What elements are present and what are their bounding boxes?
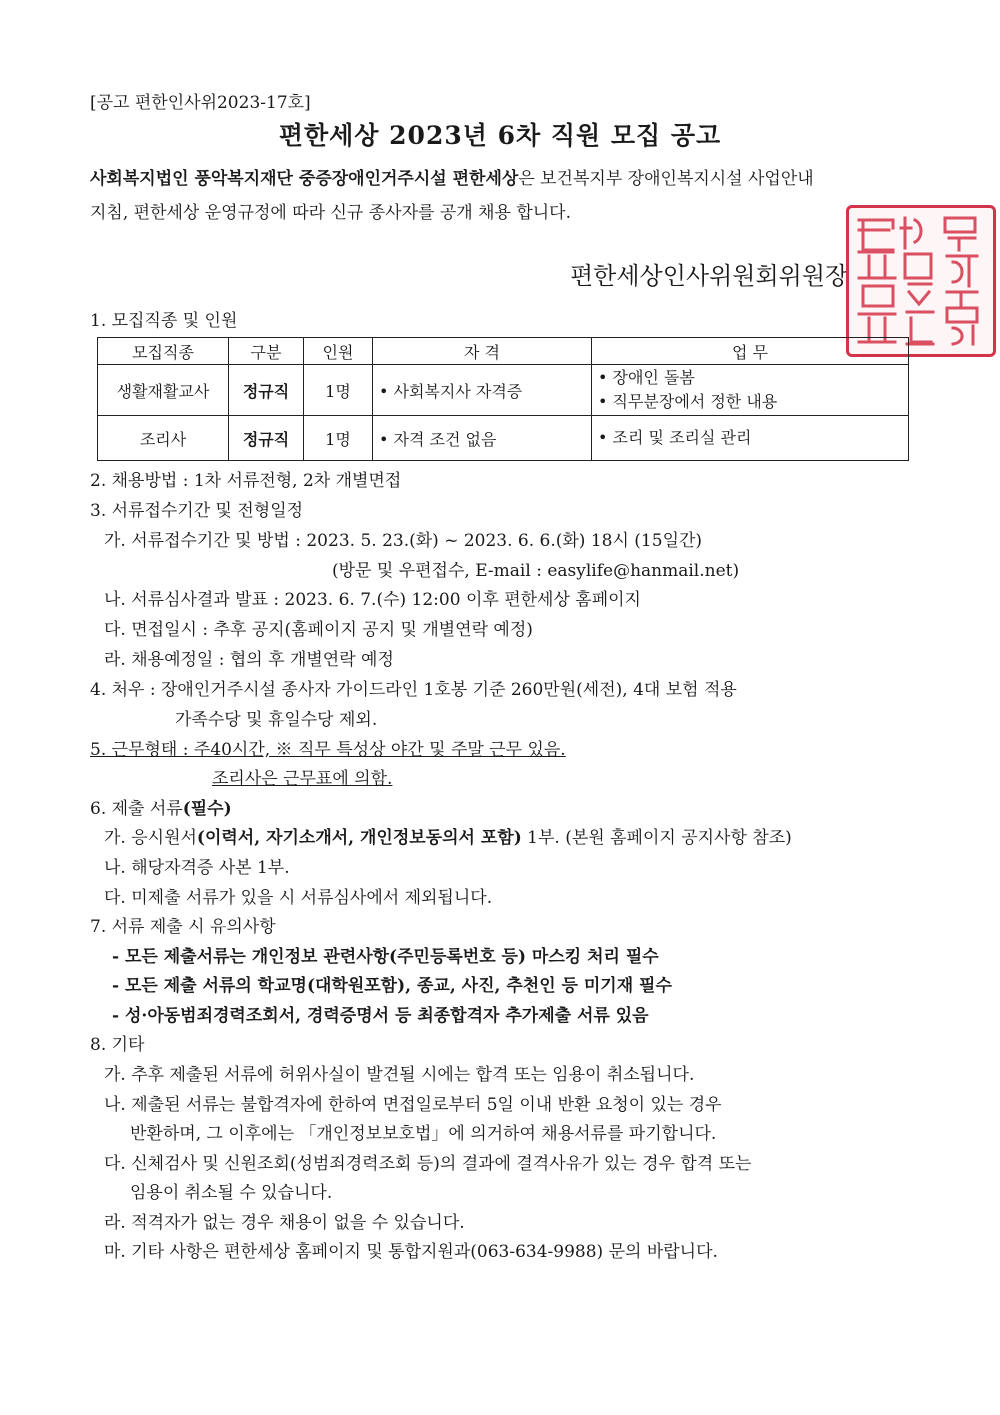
intro-line-2: 지침, 편한세상 운영규정에 따라 신규 종사자를 공개 채용 합니다. [90,203,572,223]
section-8-d: 라. 적격자가 없는 경우 채용이 없을 수 있습니다. [104,1213,465,1233]
cell-duties [592,416,909,461]
section-7-item: - 모든 제출 서류의 학교명(대학원포함), 종교, 사진, 추천인 등 미기재 필수 [112,976,672,996]
table-row [98,365,909,416]
section-6-a-label: 가. 응시원서 [104,828,197,848]
section-7-heading: 7. 서류 제출 시 유의사항 [90,917,276,937]
cell-type: 정규직 [229,416,304,461]
section-7-item: - 모든 제출서류는 개인정보 관련사항(주민등록번호 등) 마스킹 처리 필수 [112,947,659,967]
official-seal [846,205,996,357]
notice-number: [공고 편한인사위2023-17호] [90,93,311,113]
section-6-c: 다. 미제출 서류가 있을 시 서류심사에서 제외됩니다. [104,888,493,908]
section-8-b-line-2: 반환하며, 그 이후에는 「개인정보보호법」에 의거하여 채용서류를 파기합니다. [130,1124,717,1144]
intro-line-1 [90,164,814,189]
seal-graphic [849,208,993,354]
duty-item: • 조리 및 조리실 관리 [598,428,752,447]
cell-job: 생활재활교사 [98,365,229,416]
intro-organization: 사회복지법인 풍악복지재단 중증장애인거주시설 편한세상 [90,169,519,189]
section-6-a-docs: (이력서, 자기소개서, 개인정보동의서 포함) [196,828,522,848]
committee-signature: 편한세상인사위원회위원장 [570,262,849,290]
section-3-heading: 3. 서류접수기간 및 전형일정 [90,501,304,521]
section-6-a-rest: 1부. (본원 홈페이지 공지사항 참조) [521,828,792,848]
cell-qualification: • 자격 조건 없음 [373,416,592,461]
section-7-item: - 성·아동범죄경력조회서, 경력증명서 등 최종합격자 추가제출 서류 있음 [112,1006,649,1026]
section-3-d: 라. 채용예정일 : 협의 후 개별연락 예정 [104,650,394,670]
section-6-a [104,823,792,848]
section-6-heading-text: 6. 제출 서류 [90,799,183,819]
col-header-type: 구분 [229,338,304,365]
cell-count: 1명 [304,365,373,416]
section-8-c-line-2: 임용이 취소될 수 있습니다. [130,1183,333,1203]
col-header-qualification: 자 격 [373,338,592,365]
section-8-b-line-1: 나. 제출된 서류는 불합격자에 한하여 면접일로부터 5일 이내 반환 요청이 있는 경우 [104,1095,722,1115]
intro-text: 은 보건복지부 장애인복지시설 사업안내 [518,169,814,189]
col-header-job: 모집직종 [98,338,229,365]
table-row [98,416,909,461]
col-header-count: 인원 [304,338,373,365]
section-1-heading: 1. 모집직종 및 인원 [90,311,238,331]
section-8-e: 마. 기타 사항은 편한세상 홈페이지 및 통합지원과(063-634-9988) 문의 바랍니다. [104,1242,718,1262]
section-8-heading: 8. 기타 [90,1035,145,1055]
cell-qualification: • 사회복지사 자격증 [373,365,592,416]
section-3-b: 나. 서류심사결과 발표 : 2023. 6. 7.(수) 12:00 이후 편한세상 홈페이지 [104,590,641,610]
section-6-b: 나. 해당자격증 사본 1부. [104,858,290,878]
section-2: 2. 채용방법 : 1차 서류전형, 2차 개별면접 [90,471,402,491]
section-3-a: 가. 서류접수기간 및 방법 : 2023. 5. 23.(화) ~ 2023. 6. 6.(화) 18시 (15일간) [104,531,703,551]
cell-job: 조리사 [98,416,229,461]
duty-item: • 직무분장에서 정한 내용 [598,392,778,411]
section-6-heading [90,794,232,819]
section-5-line-2: 조리사은 근무표에 의함. [212,769,393,789]
section-8-c-line-1: 다. 신체검사 및 신원조회(성범죄경력조회 등)의 결과에 결격사유가 있는 경우 합격 또는 [104,1154,752,1174]
cell-count: 1명 [304,416,373,461]
cell-type: 정규직 [229,365,304,416]
section-8-a: 가. 추후 제출된 서류에 허위사실이 발견될 시에는 합격 또는 임용이 취소됩니다. [104,1065,695,1085]
section-3-a-method: (방문 및 우편접수, E-mail : easylife@hanmail.net) [332,561,740,581]
page-title: 편한세상 2023년 6차 직원 모집 공고 [278,121,722,150]
table-header-row [98,338,909,365]
duty-item: • 장애인 돌봄 [598,368,695,387]
cell-duties [592,365,909,416]
col-header-duties: 업 무 [592,338,909,365]
section-3-c: 다. 면접일시 : 추후 공지(홈페이지 공지 및 개별연락 예정) [104,620,533,640]
section-4-line-1: 4. 처우 : 장애인거주시설 종사자 가이드라인 1호봉 기준 260만원(세전), 4대 보험 적용 [90,680,737,700]
section-4-line-2: 가족수당 및 휴일수당 제외. [175,710,378,730]
required-label: (필수) [182,799,232,819]
recruitment-table [97,337,909,461]
section-5-line-1: 5. 근무형태 : 주40시간, ※ 직무 특성상 야간 및 주말 근무 있음. [90,740,566,760]
